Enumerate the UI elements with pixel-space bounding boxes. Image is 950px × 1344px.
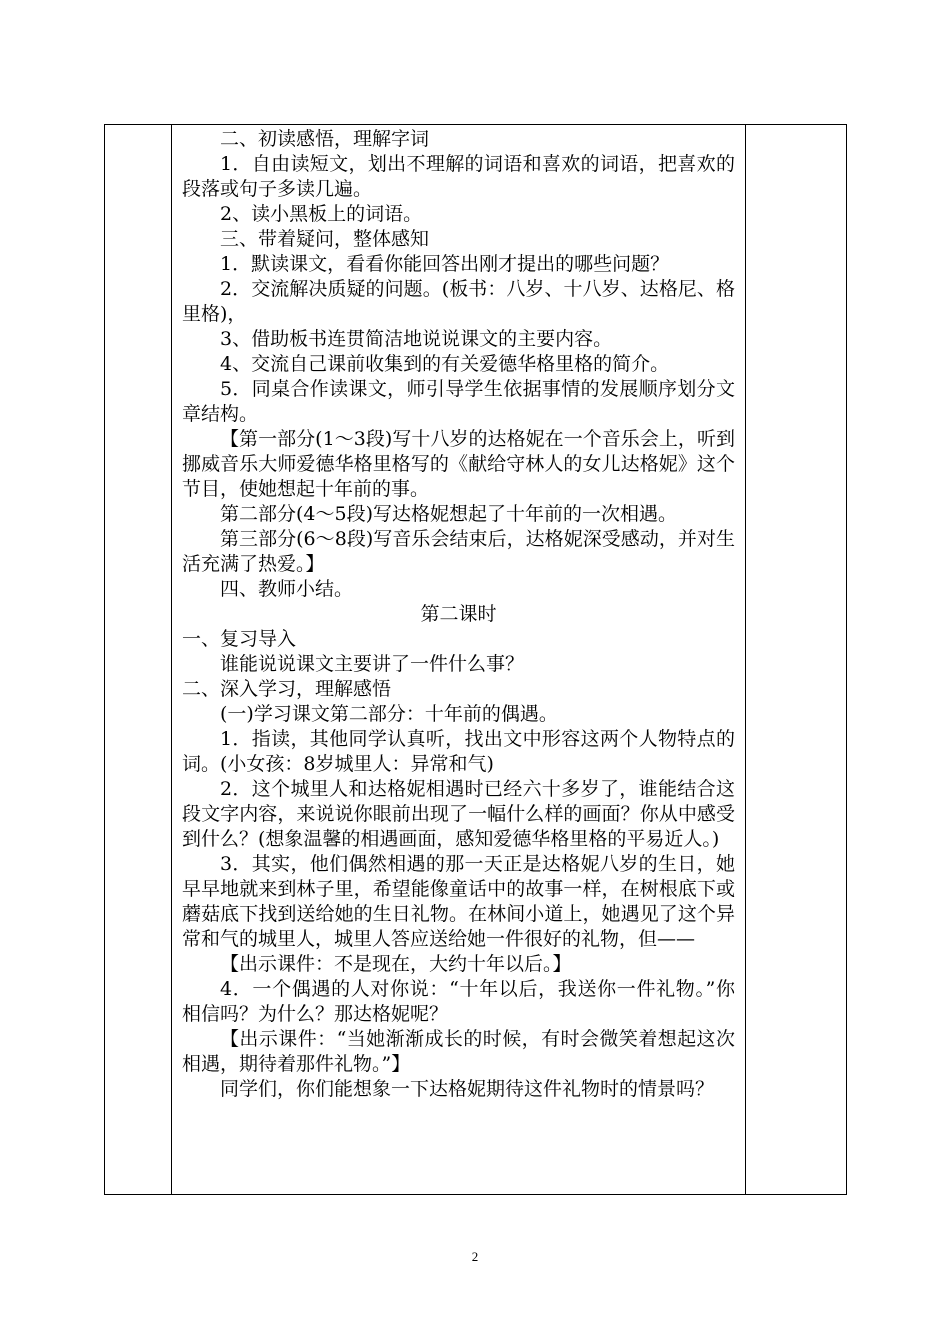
lesson-plan-table [104,124,847,1195]
content-line: 2、读小黑板上的词语。 [220,203,423,225]
content-line: 2．这个城里人和达格妮相遇时已经六十多岁了，谁能结合这段文字内容，来说说你眼前出现了一幅什么样的画面？你从中感受到什么？(想象温馨的相遇画面，感知爱德华格里格的平易近人。) [182,778,735,850]
lesson-content [172,125,745,1102]
content-line: 二、初读感悟，理解字词 [220,128,430,150]
content-line: 1．自由读短文，划出不理解的词语和喜欢的词语，把喜欢的段落或句子多读几遍。 [182,153,735,200]
content-line: 四、教师小结。 [220,578,354,600]
content-line: 3．其实，他们偶然相遇的那一天正是达格妮八岁的生日，她早早地就来到林子里，希望能像童话中的故事一样，在树根底下或蘑菇底下找到送给她的生日礼物。在林间小道上，她遇见了这个异常和气的城里人，城里人答应送给她一件很好的礼物，但—— [182,853,735,950]
page-number: 2 [471,1249,479,1264]
content-line: 3、借助板书连贯简洁地说说课文的主要内容。 [220,328,613,350]
content-line: 【第一部分(1～3段)写十八岁的达格妮在一个音乐会上，听到挪威音乐大师爱德华格里格写的《献给守林人的女儿达格妮》这个节目，使她想起十年前的事。 [182,428,735,500]
content-line: 一、复习导入 [182,628,297,650]
content-line: 谁能说说课文主要讲了一件什么事？ [220,653,525,675]
content-line: 4．一个偶遇的人对你说：“十年以后，我送你一件礼物。”你相信吗？为什么？那达格妮呢？ [182,978,735,1025]
content-line: 【出示课件：“当她渐渐成长的时候，有时会微笑着想起这次相遇，期待着那件礼物。”】 [182,1028,735,1075]
content-line: 第二部分(4～5段)写达格妮想起了十年前的一次相遇。 [220,503,678,525]
content-line: 同学们，你们能想象一下达格妮期待这件礼物时的情景吗？ [220,1078,715,1100]
content-line: (一)学习课文第二部分：十年前的偶遇。 [220,703,558,725]
content-line: 1．默读课文，看看你能回答出刚才提出的哪些问题？ [220,253,670,275]
content-cell [172,125,746,1195]
right-column-cell [746,125,847,1195]
content-line: 1．指读，其他同学认真听，找出文中形容这两个人物特点的词。(小女孩：8岁城里人：异常和气) [182,728,735,775]
content-line: 三、带着疑问，整体感知 [220,228,430,250]
left-column-cell [105,125,172,1195]
content-line: 二、深入学习，理解感悟 [182,678,392,700]
content-line: 5．同桌合作读课文，师引导学生依据事情的发展顺序划分文章结构。 [182,378,735,425]
content-line: 4、交流自己课前收集到的有关爱德华格里格的简介。 [220,353,670,375]
content-line: 第三部分(6～8段)写音乐会结束后，达格妮深受感动，并对生活充满了热爱。】 [182,528,735,575]
content-line: 2．交流解决质疑的问题。(板书：八岁、十八岁、达格尼、格里格)， [182,278,735,325]
content-line: 【出示课件：不是现在，大约十年以后。】 [220,953,572,975]
content-line: 第二课时 [420,603,497,625]
